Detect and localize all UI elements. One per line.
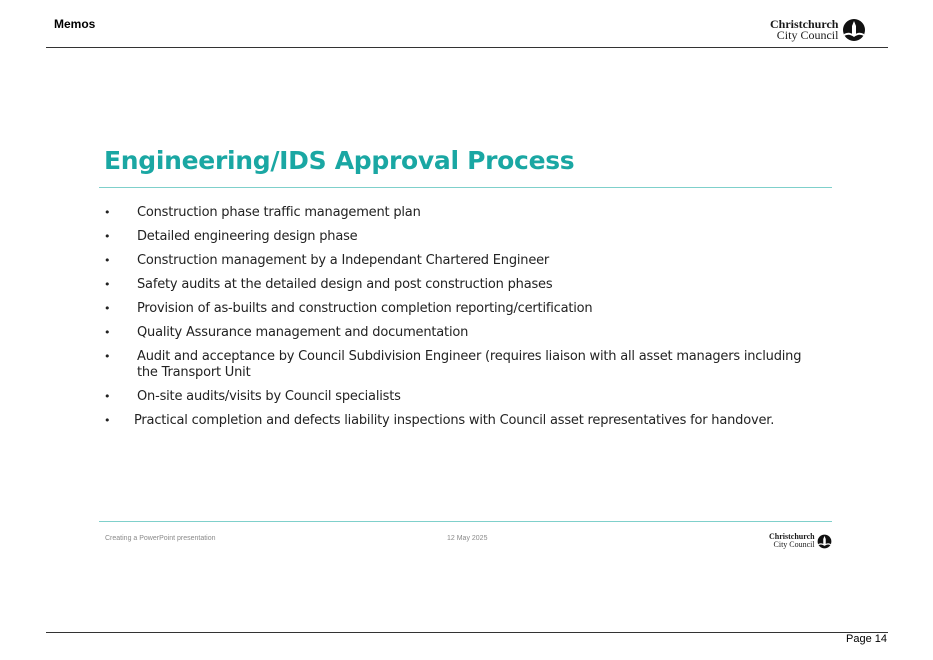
header-rule [46, 47, 888, 48]
footer-logo-line2: City Council [773, 540, 815, 549]
slide-title-rule [99, 187, 832, 188]
bullet-icon: • [104, 254, 111, 267]
list-item: • Safety audits at the detailed design and post construction phases [104, 277, 553, 292]
footer-logo-line1: Christchurch [769, 532, 815, 541]
list-item: • On-site audits/visits by Council specialists [104, 389, 401, 404]
bullet-icon: • [104, 390, 111, 403]
bullet-icon: • [104, 302, 111, 315]
slide-footer-logo [769, 533, 832, 549]
council-logo [770, 18, 866, 42]
list-item: • Construction phase traffic management plan [104, 205, 421, 220]
list-item: • Construction management by a Independant Chartered Engineer [104, 253, 550, 268]
slide-footer-date: 12 May 2025 [447, 535, 488, 542]
page-number: Page 14 [846, 633, 887, 645]
cathedral-logo-icon [817, 534, 832, 549]
bullet-icon: • [104, 326, 111, 339]
page-header-title: Memos [54, 17, 96, 31]
list-item: • Practical completion and defects liability inspections with Council asset representatives for handover. [104, 413, 775, 428]
list-item: • Audit and acceptance by Council Subdivision Engineer (requires liaison with all asset managers including the Transport Unit [104, 349, 802, 380]
slide-footer-rule [99, 521, 832, 522]
bullet-list [104, 205, 824, 437]
logo-line1: Christchurch [770, 17, 839, 31]
bullet-icon: • [104, 230, 111, 243]
footer-rule [46, 632, 888, 633]
cathedral-logo-icon [842, 18, 866, 42]
list-item: • Quality Assurance management and documentation [104, 325, 469, 340]
bullet-icon: • [104, 206, 111, 219]
list-item: • Provision of as-builts and construction completion reporting/certification [104, 301, 593, 316]
bullet-icon: • [104, 350, 111, 363]
logo-line2: City Council [776, 28, 839, 42]
list-item: • Detailed engineering design phase [104, 229, 358, 244]
bullet-icon: • [104, 278, 111, 291]
slide-footer-text: Creating a PowerPoint presentation [105, 535, 216, 542]
slide-title: Engineering/IDS Approval Process [104, 146, 575, 175]
bullet-icon: • [104, 414, 111, 427]
